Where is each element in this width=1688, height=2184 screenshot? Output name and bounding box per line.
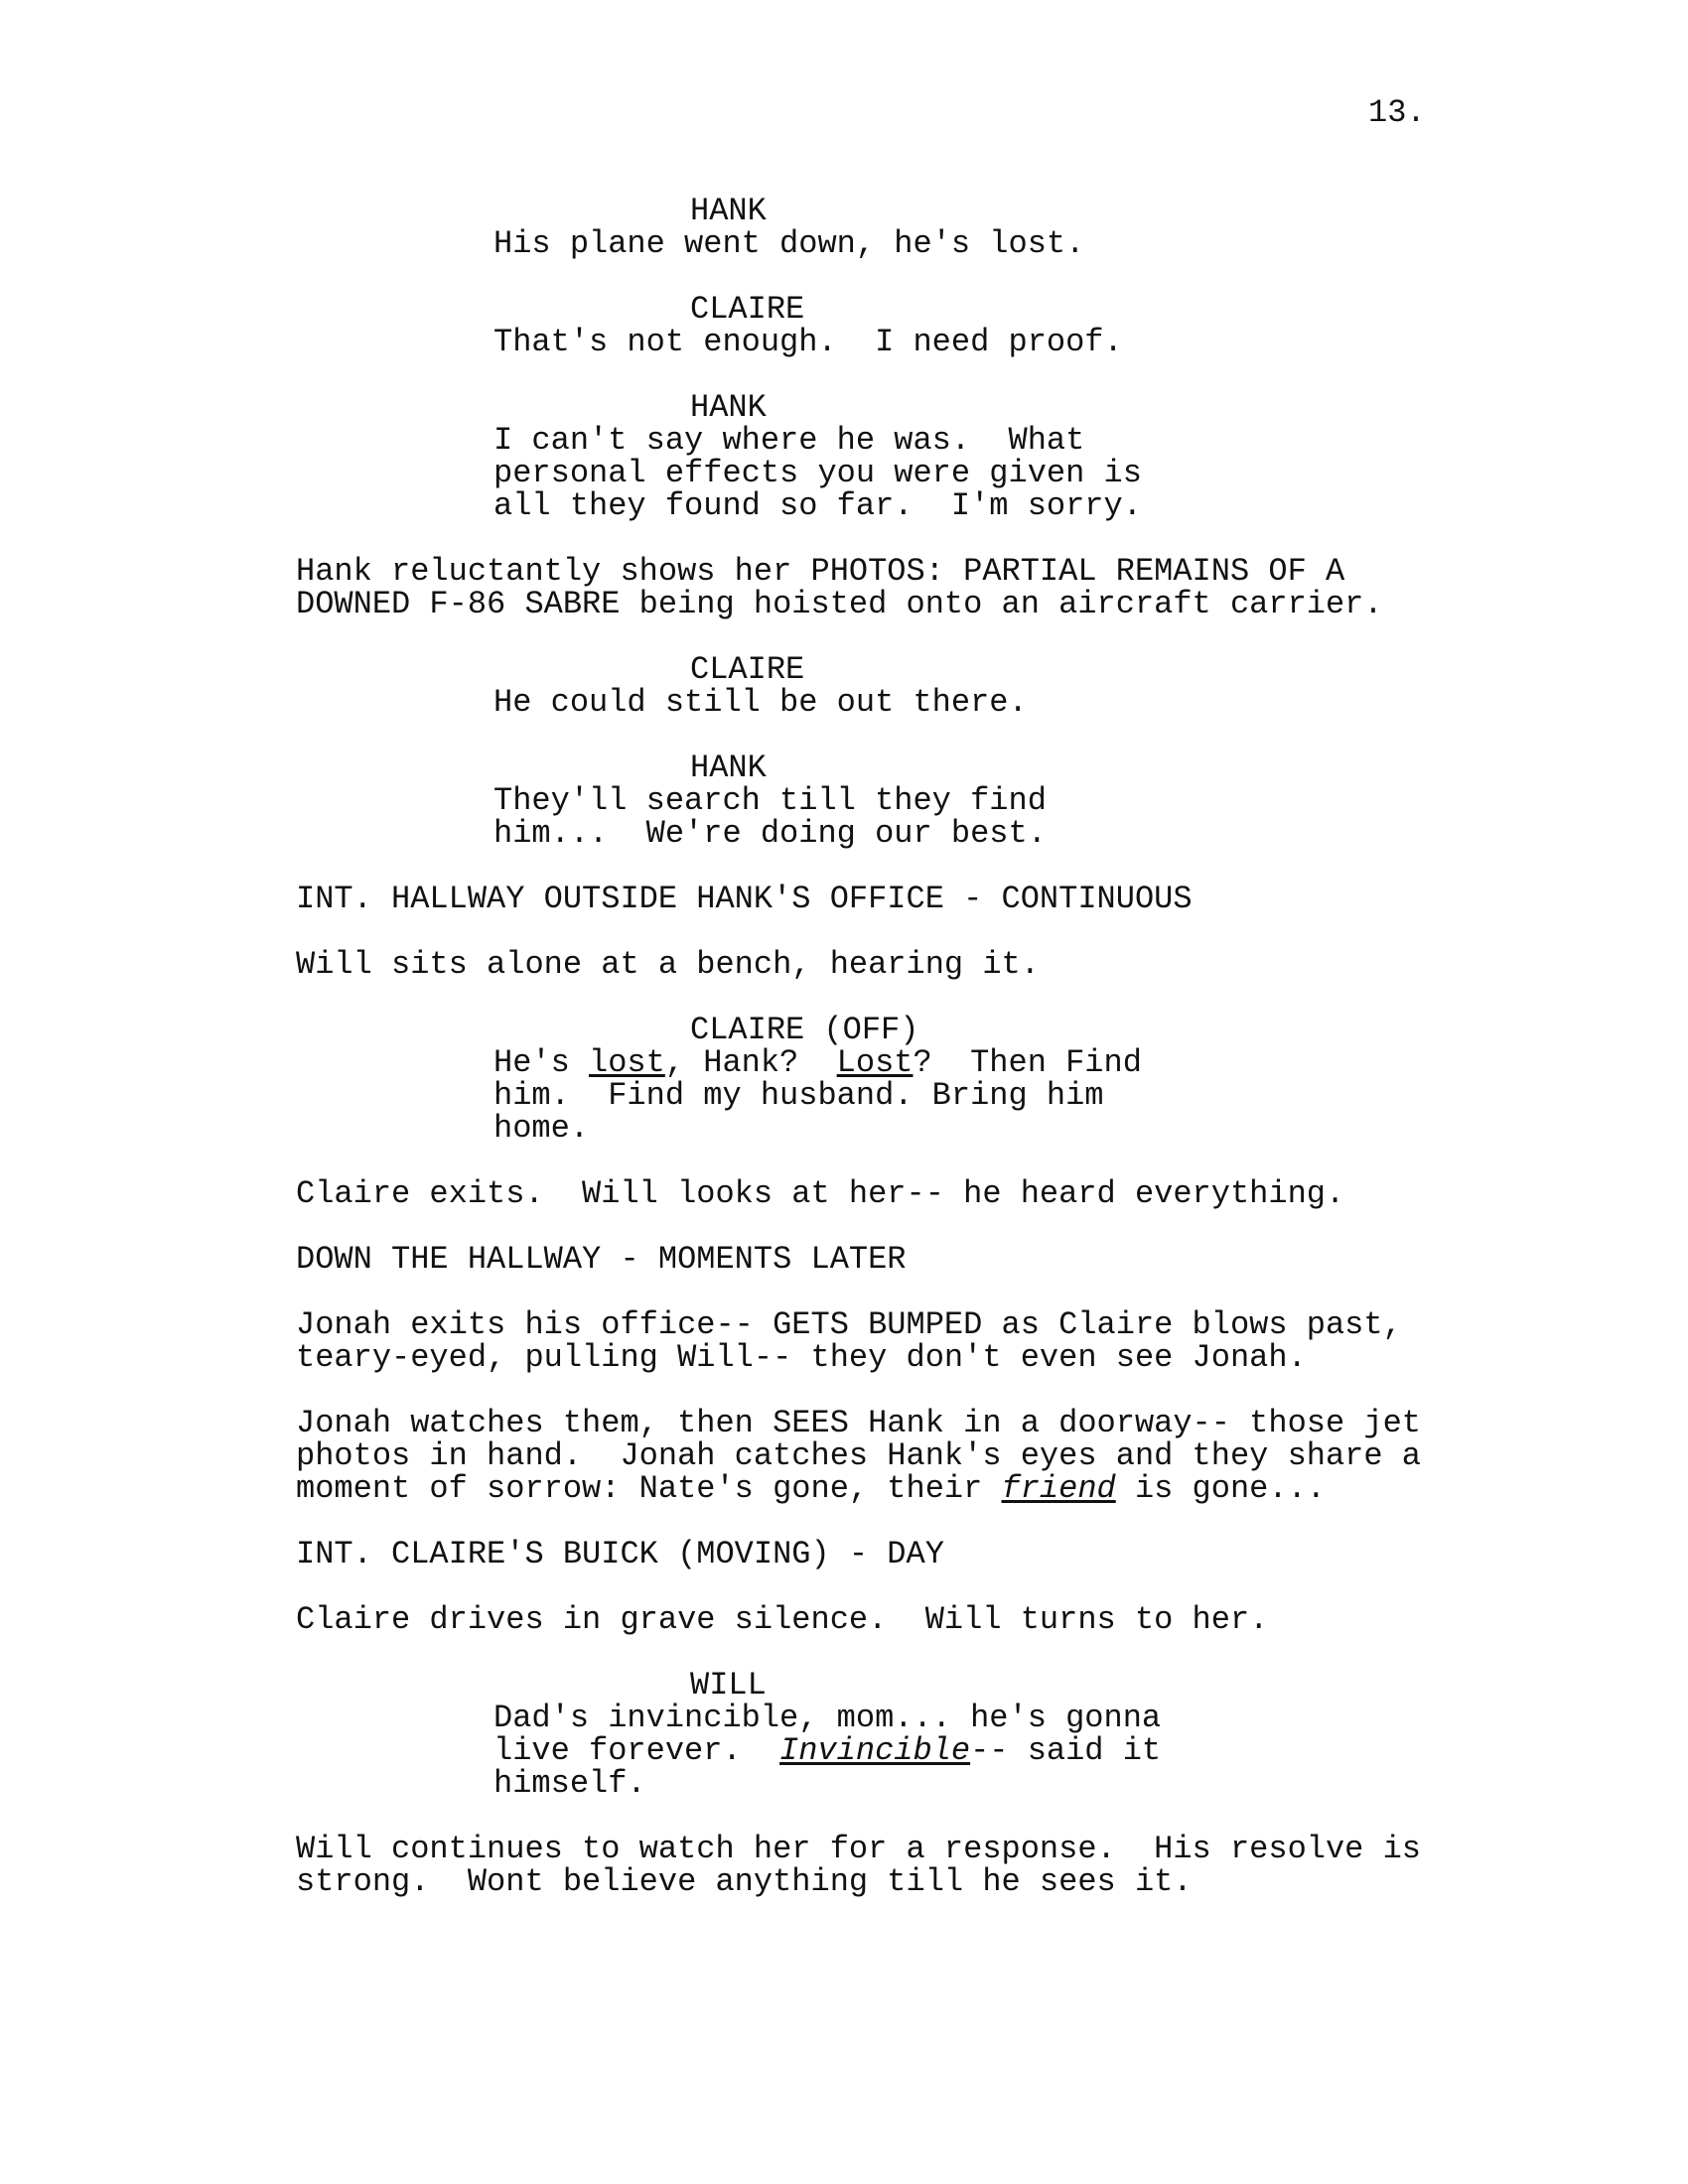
text-run: He's — [493, 1044, 590, 1081]
blank-line — [296, 1276, 1448, 1308]
blank-line — [296, 522, 1448, 555]
action-line — [296, 1439, 1448, 1472]
dialogue-line: His plane went down, he's lost. — [493, 225, 1085, 262]
dialogue-line: I can't say where he was. What — [493, 422, 1085, 459]
action-line: strong. Wont believe anything till he sees it. — [296, 1863, 1193, 1900]
dialogue-line — [493, 1112, 1448, 1145]
character-cue: HANK — [690, 193, 767, 229]
dialogue-line: personal effects you were given is — [493, 455, 1142, 491]
text-run: is gone... — [1115, 1470, 1326, 1507]
text-run: photos in hand. Jonah catches Hank's eyes and they share a — [296, 1437, 1421, 1474]
blank-line — [296, 981, 1448, 1014]
italic-underlined-emphasis: Invincible — [779, 1732, 971, 1769]
dialogue-line — [493, 1734, 1448, 1767]
dialogue-line: They'll search till they find — [493, 782, 1047, 819]
underlined-emphasis: Lost — [836, 1044, 914, 1081]
dialogue-line — [493, 1046, 1448, 1079]
dialogue-line: That's not enough. I need proof. — [493, 324, 1123, 360]
text-run: Dad's invincible, mom... he's gonna — [493, 1700, 1162, 1736]
action-line: Hank reluctantly shows her PHOTOS: PARTIAL REMAINS OF A — [296, 553, 1345, 590]
scene-heading: INT. CLAIRE'S BUICK (MOVING) - DAY — [296, 1536, 944, 1572]
text-run: , Hank? — [664, 1044, 837, 1081]
action-line — [296, 1407, 1448, 1439]
blank-line — [296, 358, 1448, 391]
blank-line — [296, 1800, 1448, 1833]
text-run: live forever. — [493, 1732, 780, 1769]
character-cue: HANK — [690, 750, 767, 786]
character-cue: CLAIRE (OFF) — [690, 1012, 919, 1048]
action-line: teary-eyed, pulling Will-- they don't even see Jonah. — [296, 1339, 1307, 1376]
scene-heading: INT. HALLWAY OUTSIDE HANK'S OFFICE - CONTINUOUS — [296, 881, 1193, 917]
blank-line — [296, 1210, 1448, 1243]
blank-line — [296, 719, 1448, 751]
text-run: himself. — [493, 1765, 646, 1802]
blank-line — [296, 1570, 1448, 1603]
character-cue: WILL — [690, 1667, 767, 1704]
blank-line — [296, 1374, 1448, 1407]
dialogue-line — [493, 1079, 1448, 1112]
character-cue: CLAIRE — [690, 651, 805, 688]
character-cue: HANK — [690, 389, 767, 426]
blank-line — [296, 1636, 1448, 1669]
blank-line — [296, 620, 1448, 653]
scene-heading: DOWN THE HALLWAY - MOMENTS LATER — [296, 1241, 907, 1278]
action-line — [296, 1472, 1448, 1505]
action-line: Claire exits. Will looks at her-- he heard everything. — [296, 1175, 1345, 1212]
action-line: Will sits alone at a bench, hearing it. — [296, 946, 1040, 983]
italic-underlined-emphasis: friend — [1001, 1470, 1116, 1507]
dialogue-line: him... We're doing our best. — [493, 815, 1047, 852]
action-line: Jonah exits his office-- GETS BUMPED as Claire blows past, — [296, 1306, 1402, 1343]
dialogue-line — [493, 1767, 1448, 1800]
blank-line — [296, 260, 1448, 293]
blank-line — [296, 915, 1448, 948]
screenplay-body — [296, 195, 1448, 1898]
underlined-emphasis: lost — [589, 1044, 665, 1081]
blank-line — [296, 1145, 1448, 1177]
action-line: Claire drives in grave silence. Will turns to her. — [296, 1601, 1269, 1638]
action-line: DOWNED F-86 SABRE being hoisted onto an aircraft carrier. — [296, 586, 1383, 622]
page-number: 13. — [1368, 94, 1426, 131]
text-run: Jonah watches them, then SEES Hank in a doorway-- those jet — [296, 1405, 1421, 1441]
dialogue-line: all they found so far. I'm sorry. — [493, 487, 1142, 524]
blank-line — [296, 850, 1448, 883]
dialogue-line: He could still be out there. — [493, 684, 1028, 721]
character-cue: CLAIRE — [690, 291, 805, 328]
text-run: home. — [493, 1110, 590, 1147]
text-run: moment of sorrow: Nate's gone, their — [296, 1470, 1002, 1507]
action-line: Will continues to watch her for a response. His resolve is — [296, 1831, 1421, 1867]
dialogue-line — [493, 1702, 1448, 1734]
text-run: him. Find my husband. Bring him — [493, 1077, 1104, 1114]
text-run: -- said it — [970, 1732, 1162, 1769]
blank-line — [296, 1505, 1448, 1538]
text-run: ? Then Find — [913, 1044, 1142, 1081]
